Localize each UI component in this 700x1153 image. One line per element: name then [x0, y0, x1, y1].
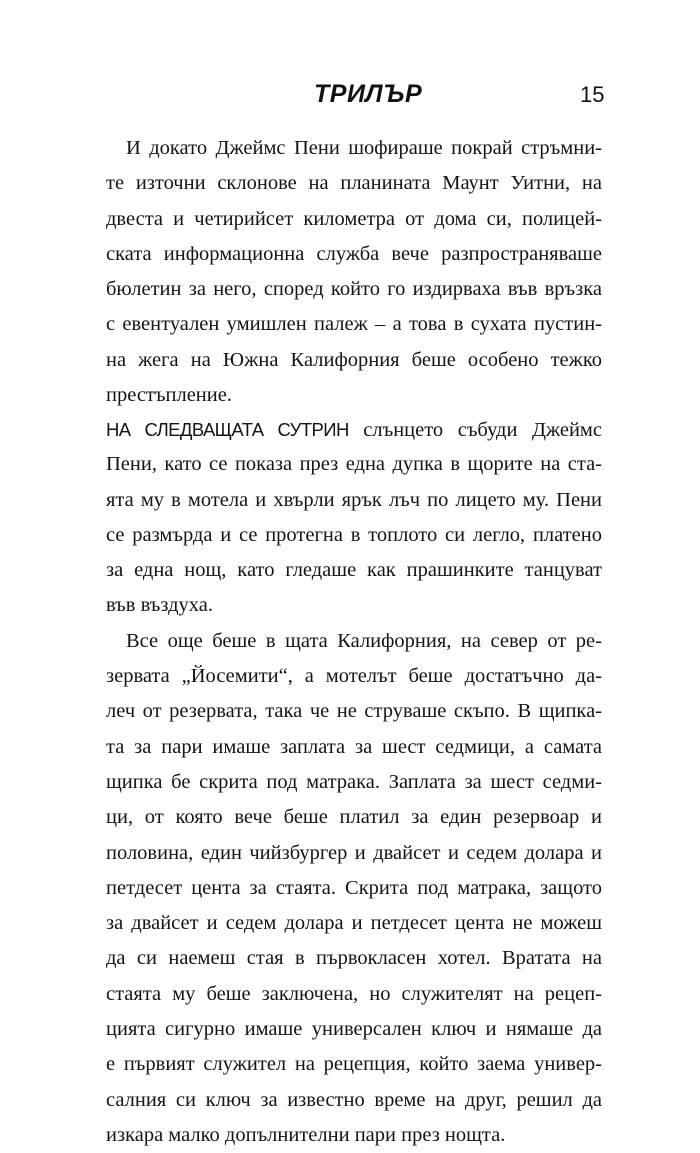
paragraph-2-first-line	[106, 412, 602, 447]
text-line: ята му в мотела и хвърли ярък лъч по лицето му. Пени	[106, 488, 602, 511]
text-line: на жега на Южна Калифорния беше особено тежко	[106, 348, 602, 371]
text-line: зервата „Йосемити“, а мотелът беше достатъчно да-	[106, 665, 602, 688]
text-line: петдесет цента за стаята. Скрита под матрака, защото	[106, 876, 602, 899]
text-line: за двайсет и седем долара и петдесет цента не можеш	[106, 912, 602, 935]
text-line: престъпление.	[106, 384, 232, 407]
text-line: изкара малко допълнителни пари през нощта.	[106, 1123, 506, 1146]
text-line: стаята му беше заключена, но служителят на рецеп-	[106, 982, 602, 1005]
text-line: е първият служител на рецепция, който заема универ-	[106, 1053, 602, 1076]
text-line: цията сигурно имаше универсален ключ и нямаше да	[106, 1018, 602, 1041]
text-line: те източни склонове на планината Маунт Уитни, на	[106, 172, 602, 195]
text-line: половина, един чийзбургер и двайсет и седем долара и	[106, 841, 602, 864]
text-line: с евентуален умишлен палеж – а това в сухата пустин-	[106, 313, 602, 336]
text-line: И докато Джеймс Пени шофираше покрай стръмни-	[126, 137, 602, 159]
text-line: за една нощ, като гледаше как прашинките танцуват	[106, 559, 602, 582]
running-head-title: ТРИЛЪР	[314, 80, 423, 108]
page-number: 15	[580, 82, 605, 107]
text-line: леч от резервата, така че не струваше скъпо. В щипка-	[106, 700, 602, 723]
text-line: във въздуха.	[106, 594, 213, 617]
lead-in-caps: НА СЛЕДВАЩАТА СУТРИН	[106, 419, 349, 440]
text-line: салния си ключ за известно време на друг, решил да	[106, 1088, 602, 1111]
text-line: двеста и четирийсет километра от дома си, полицей-	[106, 207, 602, 230]
text-line: та за пари имаше заплата за шест седмици, а самата	[106, 735, 602, 758]
running-head	[0, 80, 700, 116]
paragraph-1	[106, 131, 602, 413]
text-line: ската информационна служба вече разпространяваше	[106, 242, 602, 265]
text-line: Пени, като се показа през една дупка в щорите на ста-	[106, 453, 602, 476]
text-line: бюлетин за него, според който го издирваха във връзка	[106, 278, 602, 301]
section-2	[106, 412, 602, 1153]
text-line: да си наемеш стая в първокласен хотел. Вратата на	[106, 947, 602, 970]
text-line: се размърда и се протегна в топлото си легло, платено	[106, 523, 602, 546]
text-line: щипка бе скрита под матрака. Заплата за шест седми-	[106, 770, 602, 793]
text-line: ци, от която вече беше платил за един резервоар и	[106, 806, 602, 829]
lead-in-rest: слънцето събуди Джеймс	[348, 419, 603, 441]
text-line: Все още беше в щата Калифорния, на север от ре-	[126, 629, 602, 652]
